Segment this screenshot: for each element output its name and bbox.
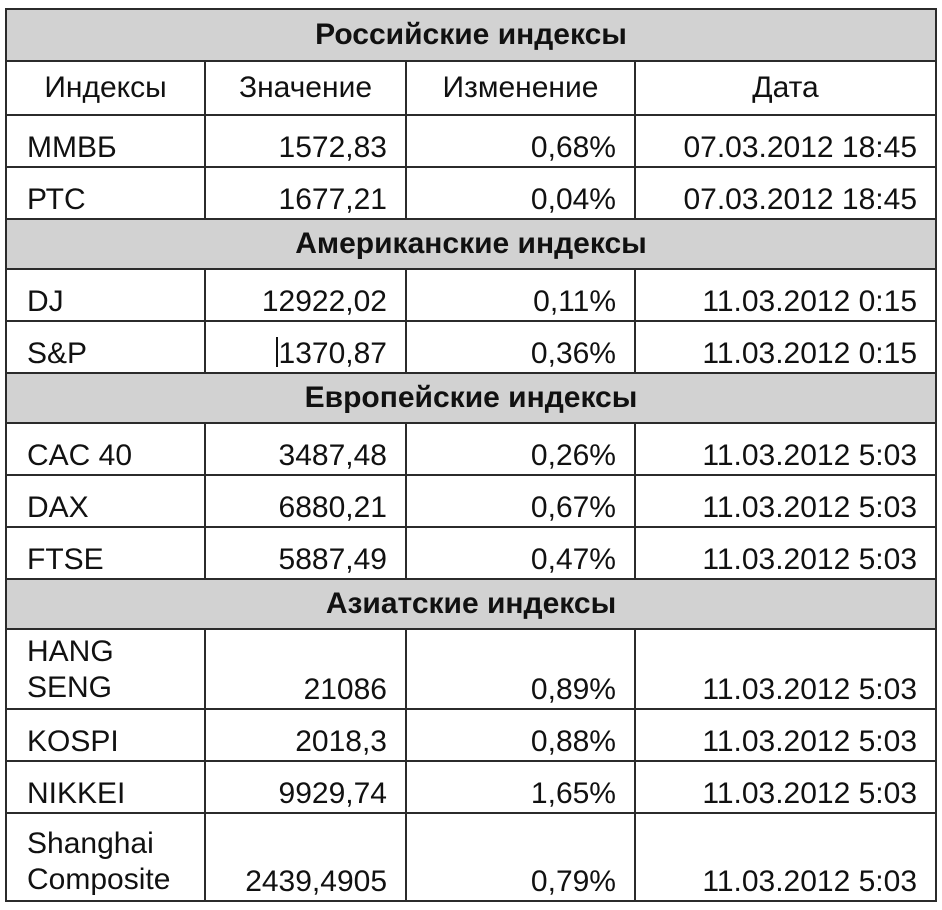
index-name: DJ [6, 269, 205, 321]
index-change: 1,65% [406, 761, 635, 813]
indices-table [5, 8, 937, 902]
index-name: ММВБ [6, 115, 205, 167]
index-name: NIKKEI [6, 761, 205, 813]
index-name-cell [6, 629, 205, 709]
index-name: KOSPI [6, 709, 205, 761]
index-change: 0,36% [406, 321, 635, 373]
index-change: 0,68% [406, 115, 635, 167]
index-date: 11.03.2012 5:03 [635, 423, 936, 475]
index-date: 11.03.2012 5:03 [635, 475, 936, 527]
table-row [6, 761, 936, 813]
index-name: FTSE [6, 527, 205, 579]
index-name-line: Shanghai [27, 827, 154, 860]
section-header-russian [6, 9, 936, 61]
index-value: 5887,49 [205, 527, 406, 579]
index-value: 2018,3 [205, 709, 406, 761]
index-value: 1370,87 [278, 337, 387, 370]
index-change: 0,47% [406, 527, 635, 579]
index-date: 11.03.2012 5:03 [635, 813, 936, 901]
index-value: 6880,21 [205, 475, 406, 527]
table-row [6, 115, 936, 167]
index-name-line: Composite [27, 863, 171, 896]
section-title: Американские индексы [6, 219, 936, 269]
index-change: 0,67% [406, 475, 635, 527]
index-name: CAC 40 [6, 423, 205, 475]
index-value: 2439,4905 [205, 813, 406, 901]
index-value: 1572,83 [205, 115, 406, 167]
index-value: 9929,74 [205, 761, 406, 813]
table-row [6, 629, 936, 709]
column-header-index: Индексы [6, 61, 205, 115]
index-change: 0,26% [406, 423, 635, 475]
section-title: Европейские индексы [6, 373, 936, 423]
table-row [6, 321, 936, 373]
table-row [6, 709, 936, 761]
column-header-date: Дата [635, 61, 936, 115]
index-date: 11.03.2012 5:03 [635, 629, 936, 709]
table-row [6, 527, 936, 579]
table-row [6, 423, 936, 475]
index-change: 0,11% [406, 269, 635, 321]
index-change: 0,88% [406, 709, 635, 761]
index-date: 11.03.2012 0:15 [635, 321, 936, 373]
index-value: 3487,48 [205, 423, 406, 475]
section-header-european [6, 373, 936, 423]
column-header-change: Изменение [406, 61, 635, 115]
table-row [6, 813, 936, 901]
index-date: 07.03.2012 18:45 [635, 167, 936, 219]
index-value: 1677,21 [205, 167, 406, 219]
index-name: DAX [6, 475, 205, 527]
index-name-line: HANG [27, 635, 114, 668]
index-date: 11.03.2012 5:03 [635, 709, 936, 761]
index-name-cell [6, 813, 205, 901]
index-name: S&P [6, 321, 205, 373]
index-value: 21086 [205, 629, 406, 709]
table-row [6, 475, 936, 527]
index-change: 0,04% [406, 167, 635, 219]
index-value-cell [205, 321, 406, 373]
index-date: 11.03.2012 0:15 [635, 269, 936, 321]
index-name-line: SENG [27, 671, 113, 704]
index-date: 11.03.2012 5:03 [635, 527, 936, 579]
index-change: 0,79% [406, 813, 635, 901]
index-change: 0,89% [406, 629, 635, 709]
index-name: РТС [6, 167, 205, 219]
column-header-row [6, 61, 936, 115]
section-header-american [6, 219, 936, 269]
section-header-asian [6, 579, 936, 629]
text-cursor [276, 337, 278, 367]
index-date: 11.03.2012 5:03 [635, 761, 936, 813]
section-title: Азиатские индексы [6, 579, 936, 629]
index-value: 12922,02 [205, 269, 406, 321]
table-row [6, 167, 936, 219]
index-date: 07.03.2012 18:45 [635, 115, 936, 167]
column-header-value: Значение [205, 61, 406, 115]
table-row [6, 269, 936, 321]
section-title: Российские индексы [6, 9, 936, 61]
